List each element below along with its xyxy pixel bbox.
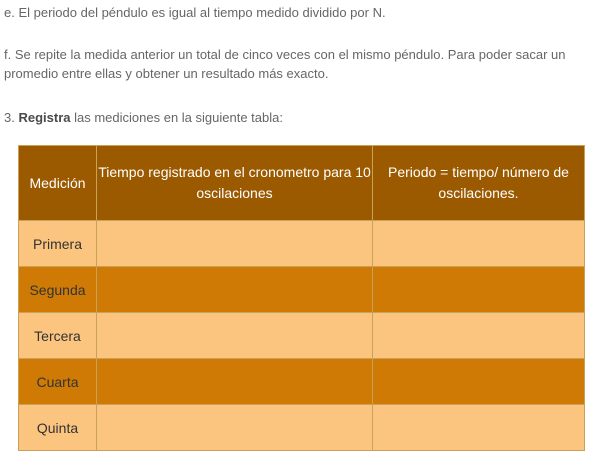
header-periodo: Periodo = tiempo/ número de oscilaciones. bbox=[373, 146, 585, 221]
step-3-number: 3. bbox=[4, 110, 19, 125]
cell-tiempo-cuarta[interactable] bbox=[97, 359, 373, 405]
cell-tiempo-segunda[interactable] bbox=[97, 267, 373, 313]
cell-periodo-segunda[interactable] bbox=[373, 267, 585, 313]
cell-periodo-primera[interactable] bbox=[373, 221, 585, 267]
step-3-keyword: Registra bbox=[18, 110, 71, 125]
row-label-primera: Primera bbox=[19, 221, 97, 267]
cell-periodo-tercera[interactable] bbox=[373, 313, 585, 359]
header-tiempo: Tiempo registrado en el cronometro para 10 oscilaciones bbox=[97, 146, 373, 221]
table-row bbox=[19, 359, 585, 405]
row-label-cuarta: Cuarta bbox=[19, 359, 97, 405]
cell-tiempo-primera[interactable] bbox=[97, 221, 373, 267]
table-header-row bbox=[19, 146, 585, 221]
table-row bbox=[19, 405, 585, 451]
measurements-table bbox=[18, 145, 585, 451]
table-row bbox=[19, 313, 585, 359]
row-label-quinta: Quinta bbox=[19, 405, 97, 451]
row-label-segunda: Segunda bbox=[19, 267, 97, 313]
cell-tiempo-tercera[interactable] bbox=[97, 313, 373, 359]
instruction-e: e. El periodo del péndulo es igual al tiempo medido dividido por N. bbox=[4, 5, 386, 20]
cell-periodo-cuarta[interactable] bbox=[373, 359, 585, 405]
step-3-instruction bbox=[4, 108, 594, 127]
step-3-text: las mediciones en la siguiente tabla: bbox=[70, 110, 283, 125]
instruction-f: f. Se repite la medida anterior un total de cinco veces con el mismo péndulo. Para poder sacar un promedio entre ellas y obtener un resultado más exacto. bbox=[4, 47, 566, 81]
cell-tiempo-quinta[interactable] bbox=[97, 405, 373, 451]
header-medicion: Medición bbox=[19, 146, 97, 221]
table-row bbox=[19, 221, 585, 267]
table-row bbox=[19, 267, 585, 313]
cell-periodo-quinta[interactable] bbox=[373, 405, 585, 451]
row-label-tercera: Tercera bbox=[19, 313, 97, 359]
